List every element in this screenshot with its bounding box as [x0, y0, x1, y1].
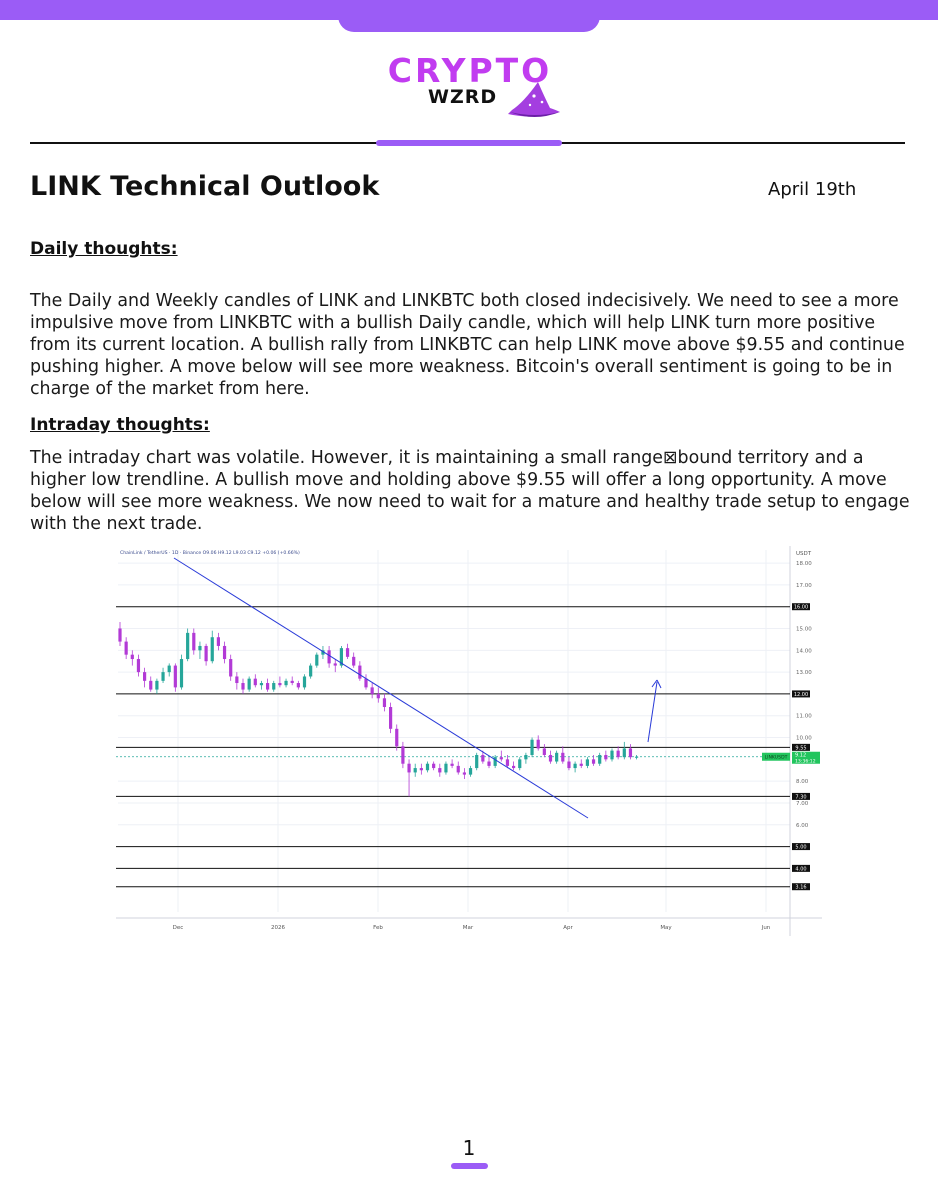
key-level-label: 4.00: [795, 866, 807, 873]
candle-body: [555, 753, 558, 762]
candle-body: [174, 666, 177, 688]
candle-body: [118, 629, 121, 642]
candle-body: [549, 755, 552, 762]
crypto-wzrd-logo: [372, 52, 568, 116]
candle-body: [629, 748, 632, 757]
candle-body: [487, 762, 490, 766]
candle-body: [211, 637, 214, 661]
candle-body: [155, 681, 158, 690]
candle-body: [463, 772, 466, 774]
candle-body: [149, 681, 152, 690]
y-tick-label: 10.00: [796, 735, 812, 742]
logo-subtitle: WZRD: [428, 86, 498, 108]
candle-body: [420, 768, 423, 770]
candle-body: [291, 681, 294, 683]
candle-body: [580, 764, 583, 766]
candle-body: [217, 637, 220, 646]
candle-body: [481, 755, 484, 762]
candle-body: [346, 648, 349, 657]
key-level-label: 3.16: [795, 884, 807, 891]
candle-body: [610, 751, 613, 760]
candle-body: [192, 633, 195, 650]
candle-body: [383, 698, 386, 707]
candle-body: [143, 672, 146, 681]
y-tick-label: 11.00: [796, 713, 812, 720]
candle-body: [537, 740, 540, 749]
candle-body: [315, 655, 318, 666]
candle-body: [395, 729, 398, 746]
price-label: 9.12: [795, 752, 807, 759]
candle-body: [352, 657, 355, 666]
candle-body: [623, 748, 626, 757]
intraday-heading: Intraday thoughts:: [30, 415, 210, 435]
x-tick-label: Apr: [563, 925, 573, 931]
candle-body: [254, 679, 257, 686]
x-tick-label: Jun: [761, 925, 771, 931]
y-tick-label: 14.00: [796, 648, 812, 655]
key-level-label: 16.00: [793, 604, 809, 611]
candle-body: [617, 751, 620, 758]
report-title: LINK Technical Outlook: [30, 171, 380, 202]
candle-body: [635, 757, 638, 758]
x-tick-label: 2026: [271, 925, 285, 931]
candle-body: [401, 746, 404, 763]
candle-body: [567, 762, 570, 769]
candle-body: [475, 755, 478, 768]
candle-body: [125, 642, 128, 655]
currency-label: USDT: [796, 551, 812, 557]
candle-body: [414, 768, 417, 772]
page-number: 1: [462, 1136, 476, 1160]
y-tick-label: 8.00: [796, 779, 809, 786]
report-date: April 19th: [768, 179, 857, 200]
candle-body: [574, 764, 577, 768]
candle-body: [278, 683, 281, 685]
candle-body: [266, 683, 269, 690]
candle-body: [524, 755, 527, 759]
y-tick-label: 17.00: [796, 582, 812, 589]
candle-body: [457, 766, 460, 773]
candle-body: [506, 759, 509, 766]
chart-legend: ChainLink / TetherUS · 1D · Binance O9.06 H9.12 L9.03 C9.12 +0.06 (+0.66%): [120, 551, 300, 556]
candle-body: [451, 764, 454, 766]
candle-body: [518, 759, 521, 768]
candle-body: [586, 759, 589, 766]
daily-heading: Daily thoughts:: [30, 239, 178, 259]
x-tick-label: Dec: [172, 925, 184, 931]
key-level-label: 9.55: [795, 745, 807, 752]
x-tick-label: May: [660, 925, 672, 931]
y-tick-label: 15.00: [796, 626, 812, 633]
candle-body: [334, 663, 337, 665]
top-accent-notch: [338, 0, 600, 32]
candle-body: [131, 655, 134, 659]
candle-body: [180, 659, 183, 687]
candle-body: [500, 757, 503, 759]
key-level-label: 12.00: [793, 691, 809, 698]
candle-body: [543, 748, 546, 755]
candle-body: [223, 646, 226, 659]
candle-body: [241, 683, 244, 690]
candle-body: [512, 766, 515, 768]
countdown-label: 13:36:12: [795, 759, 816, 765]
candle-body: [530, 740, 533, 755]
candle-body: [309, 666, 312, 677]
candle-body: [161, 672, 164, 681]
candle-body: [377, 694, 380, 698]
candle-body: [592, 759, 595, 763]
candle-body: [598, 755, 601, 764]
candle-body: [272, 683, 275, 690]
candle-body: [561, 753, 564, 762]
candle-body: [229, 659, 232, 676]
x-tick-label: Feb: [373, 925, 383, 931]
candle-body: [389, 707, 392, 729]
candle-body: [260, 683, 263, 685]
key-level-label: 5.00: [795, 844, 807, 851]
candle-body: [205, 646, 208, 661]
candle-body: [438, 768, 441, 772]
header-divider-accent: [376, 140, 562, 146]
candle-body: [137, 659, 140, 672]
wizard-hat-icon: [504, 78, 562, 118]
page-number-accent: [451, 1163, 488, 1169]
candle-body: [469, 768, 472, 775]
chart-background: [116, 546, 822, 936]
candle-body: [604, 755, 607, 759]
candle-body: [432, 764, 435, 768]
y-tick-label: 7.00: [796, 800, 809, 807]
candle-body: [364, 679, 367, 688]
link-price-chart: [116, 546, 822, 936]
daily-paragraph: The Daily and Weekly candles of LINK and LINKBTC both closed indecisively. We need to see a more impulsive move from LINKBTC with a bullish Daily candle, which will help LINK turn more positive from its current location. A bullish rally from LINKBTC can help LINK move above $9.55 and continue pushing higher. A move below will see more weakness. Bitcoin's overall sentiment is going to be in charge of the market from here.: [30, 291, 905, 399]
candle-body: [303, 676, 306, 687]
y-tick-label: 13.00: [796, 670, 812, 677]
candle-body: [426, 764, 429, 771]
candle-body: [198, 646, 201, 650]
intraday-paragraph: The intraday chart was volatile. However, it is maintaining a small range⊠bound territory and a higher low trendline. A bullish move and holding above $9.55 will offer a long opportunity. A move below will see more weakness. We now need to wait for a mature and healthy trade setup to engage with the next trade.: [30, 448, 910, 534]
candle-body: [235, 676, 238, 683]
logo-title: CRYPTO: [387, 51, 553, 90]
candle-body: [284, 681, 287, 685]
candle-body: [358, 666, 361, 679]
candle-body: [186, 633, 189, 659]
candle-body: [248, 679, 251, 690]
candle-body: [371, 687, 374, 694]
symbol-label: LINKUSDT: [764, 755, 788, 761]
candle-body: [297, 683, 300, 687]
candle-body: [407, 764, 410, 773]
candle-body: [328, 650, 331, 663]
candle-body: [444, 764, 447, 773]
y-tick-label: 18.00: [796, 561, 812, 568]
key-level-label: 7.30: [795, 794, 807, 801]
y-tick-label: 6.00: [796, 822, 809, 829]
candle-body: [168, 666, 171, 673]
x-tick-label: Mar: [462, 925, 474, 931]
